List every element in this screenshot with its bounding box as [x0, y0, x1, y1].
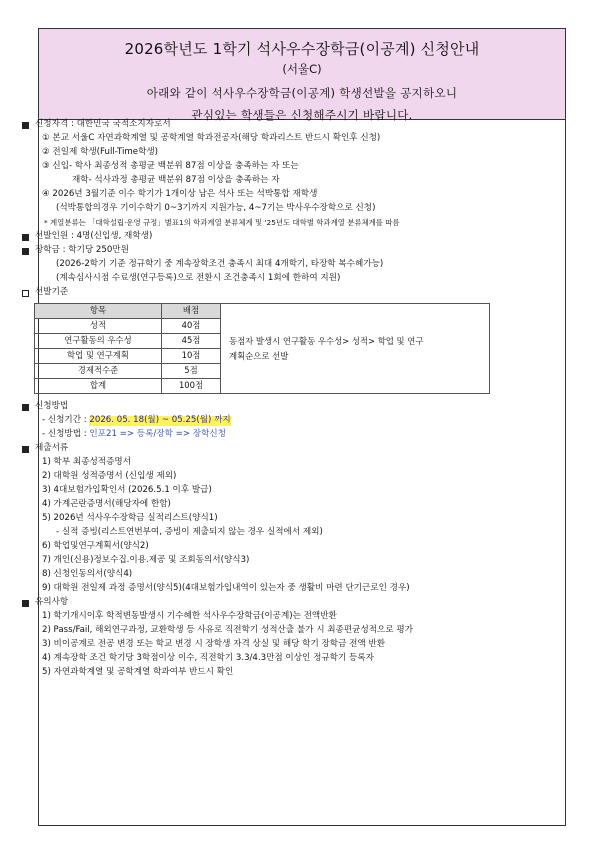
bullet-square-icon [22, 234, 29, 241]
section-selection-count [22, 230, 512, 244]
criteria-score: 100점 [162, 379, 221, 394]
eligibility-item: ① 본교 서울C 자연과학계열 및 공학계열 학과전공자(해당 학과리스트 반드시 확인후 신청) [42, 133, 381, 144]
section-scholarship [22, 244, 512, 258]
criteria-item: 합계 [35, 379, 162, 394]
bullet-square-icon [22, 122, 29, 129]
tiebreak-line-1: 동점자 발생시 연구활동 우수성> 성적> 학업 및 연구 [229, 335, 424, 346]
document-item: 4) 가계곤란증명서(해당자에 한함) [42, 499, 171, 510]
document-item: 3) 4대보험가입확인서 (2026.5.1 이후 발급) [42, 485, 212, 496]
application-period [22, 414, 512, 428]
section-eligibility [22, 118, 512, 132]
campus-label: (서울C) [282, 62, 322, 76]
eligibility-item: ③ 신입- 학사 최종성적 총평균 백분위 87점 이상을 충족하는 자 또는 [42, 161, 299, 172]
notice-title: 2026학년도 1학기 석사우수장학금(이공계) 신청안내 [124, 40, 480, 58]
document-item: 5) 2026년 석사우수장학금 실적리스트(양식1) [42, 513, 218, 524]
scholarship-line: (2026-2학기 기준 정규학기 중 계속장학조건 충족시 최대 4개학기, 타장학 복수혜가능) [56, 259, 384, 270]
criteria-score: 40점 [162, 319, 221, 334]
notice-body [22, 118, 512, 680]
intro-line-1: 아래와 같이 석사우수장학금(이공계) 학생선발을 공지하오니 [146, 86, 458, 100]
eligibility-item: ② 전일제 학생(Full-Time학생) [42, 147, 159, 158]
tiebreak-rule [221, 304, 490, 394]
document-item: 1) 학부 최종성적증명서 [42, 457, 131, 468]
documents-label: 제출서류 [35, 443, 69, 454]
document-item: - 실적 증빙(리스트연번부여, 증빙이 제출되지 않는 경우 실적에서 제외) [56, 527, 323, 538]
application-label: 신청방법 [35, 401, 69, 412]
document-item: 6) 학업및연구계획서(양식2) [42, 541, 149, 552]
method-value: 인포21 => 등록/장학 => 장학신청 [89, 429, 226, 440]
bullet-square-icon [22, 290, 29, 297]
scholarship-label: 장학금 : 학기당 250만원 [35, 245, 129, 256]
bullet-square-icon [22, 248, 29, 255]
table-row [35, 304, 490, 319]
intro-line-2: 관심있는 학생들은 신청해주시기 바랍니다. [191, 108, 413, 122]
note-item: 5) 자연과학계열 및 공학계열 학과여부 반드시 확인 [42, 667, 234, 678]
tiebreak-line-2: 계획순으로 선발 [229, 350, 289, 361]
document-item: 9) 대학원 전일제 과정 증명서(양식5)(4대보험가입내역이 있는자 중 생활비 마련 단기근로인 경우) [42, 583, 410, 594]
column-header-score: 배점 [162, 304, 221, 319]
document-item: 7) 개인(신용)정보수집.이용.제공 및 조회동의서(양식3) [42, 555, 250, 566]
notice-header [39, 29, 565, 120]
criteria-score: 45점 [162, 334, 221, 349]
eligibility-label: 신청자격 : 대한민국 국적소지자로서 [35, 119, 171, 130]
eligibility-item: 재학- 석사과정 총평균 백분위 87점 이상을 충족하는 자 [72, 175, 280, 186]
note-item: 2) Pass/Fail, 해외연구과정, 교환학생 등 사유로 직전학기 성적산출 불가 시 최종편균성적으로 평가 [42, 625, 413, 636]
section-notes [22, 596, 512, 610]
criteria-label: 선발기준 [35, 287, 69, 298]
criteria-item: 연구활동의 우수성 [35, 334, 162, 349]
bullet-square-icon [22, 600, 29, 607]
bullet-square-icon [22, 404, 29, 411]
column-header-item: 항목 [35, 304, 162, 319]
note-item: 3) 비이공계로 전공 변경 또는 학교 변경 시 장학생 자격 상실 및 해당 학기 장학금 전액 반환 [42, 639, 386, 650]
application-method [22, 428, 512, 442]
criteria-item: 성적 [35, 319, 162, 334]
section-documents [22, 442, 512, 456]
period-label: - 신청기간 : [42, 415, 87, 426]
criteria-score: 10점 [162, 349, 221, 364]
section-application [22, 400, 512, 414]
document-item: 2) 대학원 성적증명서 (신입생 제외) [42, 471, 177, 482]
eligibility-item: ④ 2026년 3월기준 이수 학기가 1개이상 남은 석사 또는 석박통합 재학생 [42, 189, 318, 200]
eligibility-note: * 계열분류는 「대학설립·운영 규정」별표1의 학과계열 분류체계 및 '25년도 대학별 학과계열 분류체계를 따름 [44, 217, 400, 227]
criteria-item: 학업 및 연구계획 [35, 349, 162, 364]
note-item: 4) 계속장학 조건 학기당 3학점이상 이수, 직전학기 3.3/4.3만점 이상인 정규학기 등록자 [42, 653, 374, 664]
note-item: 1) 학기개시이후 학적변동발생시 기수혜한 석사우수장학금(이공계)는 전액반환 [42, 611, 337, 622]
scholarship-line: (계속심사시점 수료생(연구등록)으로 전환시 조건충족시 1회에 한하여 지원) [56, 273, 341, 284]
selection-count-label: 선발인원 : 4명(신입생, 재학생) [35, 231, 153, 242]
criteria-table [34, 303, 490, 394]
document-item: 8) 신청인동의서(양식4) [42, 569, 133, 580]
criteria-item: 경제적수준 [35, 364, 162, 379]
criteria-score: 5점 [162, 364, 221, 379]
method-label: - 신청방법 : [42, 429, 87, 440]
period-value: 2026. 05. 18(월) ~ 05.25(월) 까지 [89, 415, 231, 426]
notes-label: 유의사항 [35, 597, 69, 608]
section-criteria [22, 286, 512, 300]
bullet-square-icon [22, 446, 29, 453]
eligibility-item: (석박통합의경우 기이수학기 0~3기까지 지원가능, 4~7기는 박사우수장학으로 신청) [56, 203, 376, 214]
